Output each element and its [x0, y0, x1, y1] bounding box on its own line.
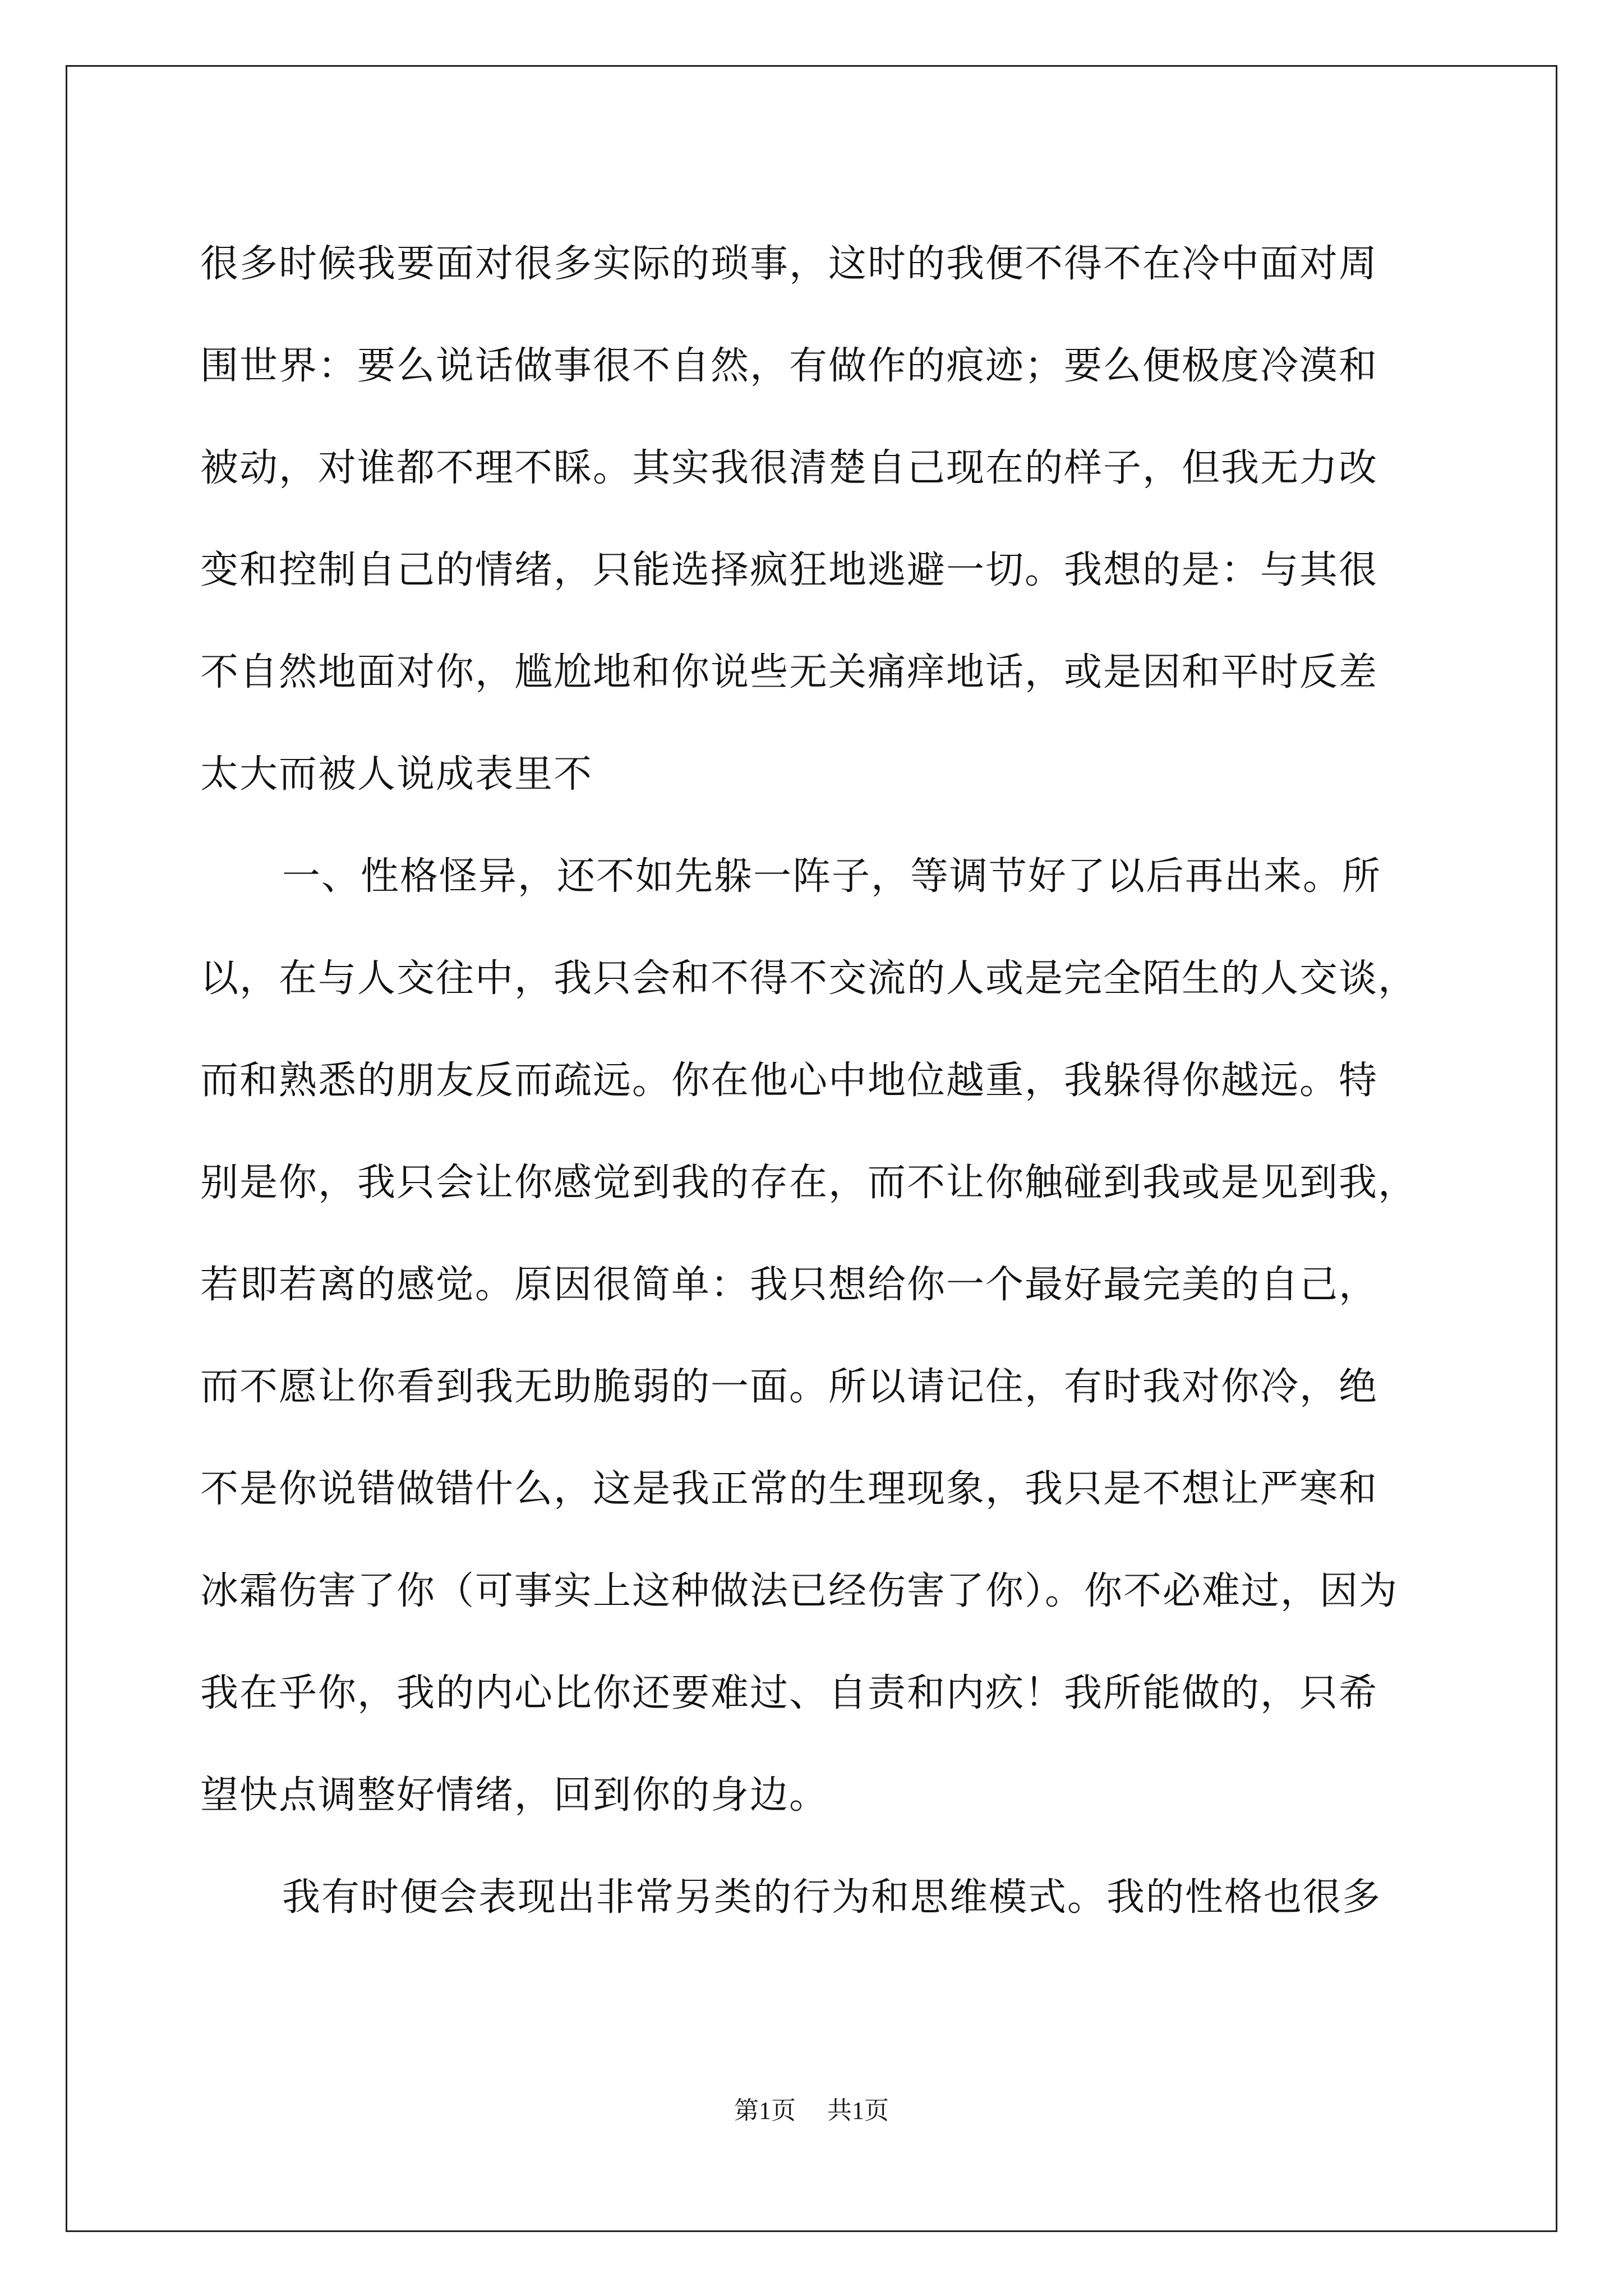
- text-line: 不自然地面对你，尴尬地和你说些无关痛痒地话，或是因和平时反差: [200, 650, 1378, 694]
- paragraph-3: [200, 1847, 1430, 1949]
- text-line: 别是你，我只会让你感觉到我的存在，而不让你触碰到我或是见到我，: [200, 1161, 1418, 1205]
- text-line: 围世界：要么说话做事很不自然，有做作的痕迹；要么便极度冷漠和: [200, 344, 1378, 388]
- paragraph-1: [200, 213, 1430, 826]
- text-line: 冰霜伤害了你（可事实上这种做法已经伤害了你）。你不必难过，因为: [200, 1569, 1399, 1613]
- text-line: 而和熟悉的朋友反而疏远。你在他心中地位越重，我躲得你越远。特: [200, 1059, 1378, 1103]
- text-line: 望快点调整好情绪，回到你的身边。: [200, 1773, 829, 1818]
- page-number: 第1页: [734, 2097, 796, 2124]
- text-line: 变和控制自己的情绪，只能选择疯狂地逃避一切。我想的是：与其很: [200, 548, 1378, 592]
- text-line: 太大而被人说成表里不: [200, 752, 593, 797]
- text-line: 而不愿让你看到我无助脆弱的一面。所以请记住，有时我对你冷，绝: [200, 1365, 1378, 1409]
- paragraph-2: [200, 826, 1430, 1847]
- text-line: 以，在与人交往中，我只会和不得不交流的人或是完全陌生的人交谈，: [200, 956, 1418, 1001]
- text-line: 我有时便会表现出非常另类的行为和思维模式。我的性格也很多: [282, 1875, 1382, 1920]
- document-body: [200, 213, 1430, 1949]
- text-line: 我在乎你，我的内心比你还要难过、自责和内疚！我所能做的，只希: [200, 1671, 1378, 1715]
- page-total: 共1页: [827, 2097, 889, 2124]
- text-line: 若即若离的感觉。原因很简单：我只想给你一个最好最完美的自己，: [200, 1263, 1378, 1307]
- text-line: 一、性格怪异，还不如先躲一阵子，等调节好了以后再出来。所: [282, 854, 1382, 899]
- page-footer: [0, 2094, 1623, 2128]
- text-line: 不是你说错做错什么，这是我正常的生理现象，我只是不想让严寒和: [200, 1467, 1378, 1511]
- text-line: 被动，对谁都不理不睬。其实我很清楚自己现在的样子，但我无力改: [200, 446, 1378, 490]
- text-line: 很多时候我要面对很多实际的琐事，这时的我便不得不在冷中面对周: [200, 242, 1378, 286]
